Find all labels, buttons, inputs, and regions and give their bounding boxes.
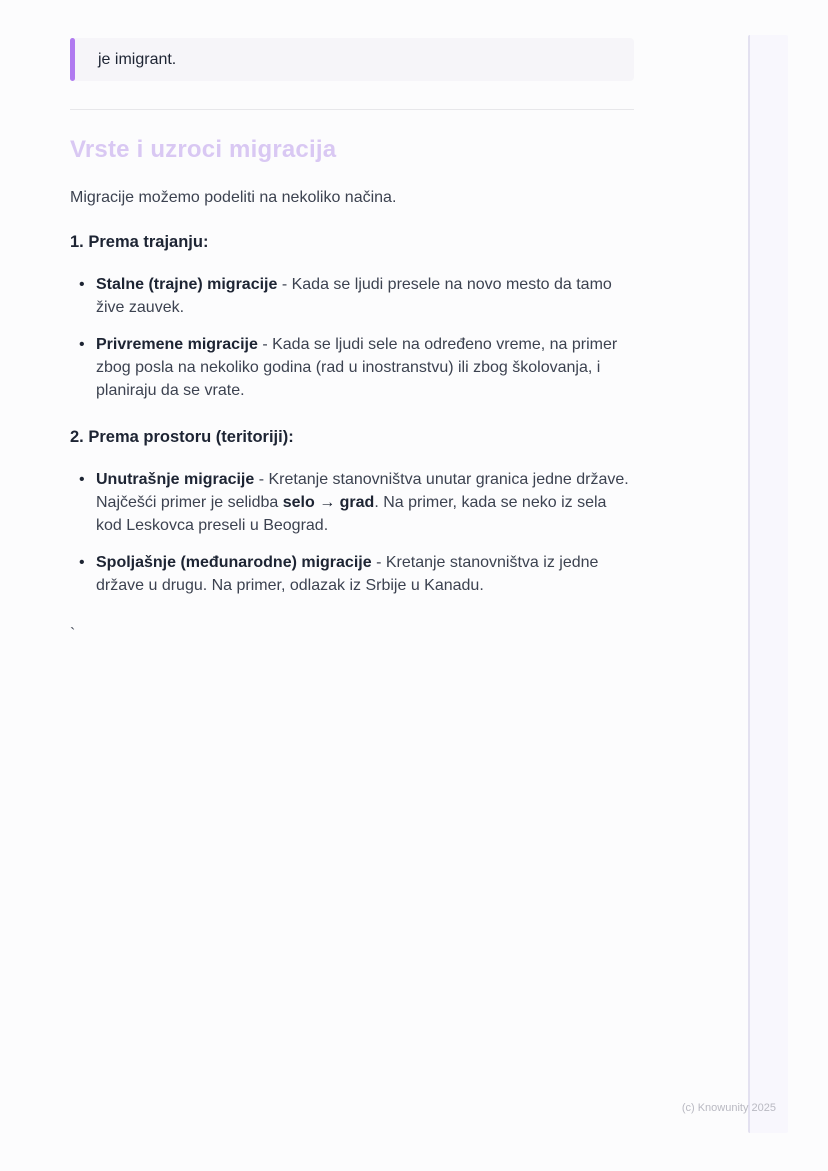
document-content <box>70 38 634 646</box>
list-item <box>70 551 634 597</box>
list-item-text: - Kada se ljudi presele na novo mesto da tamo žive zauvek. <box>96 276 612 316</box>
page-title: Vrste i uzroci migracija <box>70 136 337 163</box>
stray-backtick: ` <box>70 626 76 643</box>
list-item <box>70 273 634 319</box>
section-prema-prostoru <box>70 428 634 597</box>
list-item-bold-text: selo → grad <box>282 494 375 511</box>
section-subtitle: 2. Prema prostoru (teritoriji): <box>70 428 294 446</box>
list-item-bold-text: Privremene migracije <box>96 336 258 353</box>
intro-paragraph: Migracije možemo podeliti na nekoliko načina. <box>70 189 397 206</box>
list-item-text: . Na primer, kada se neko iz sela kod Leskovca preseli u Beograd. <box>96 494 607 534</box>
quote-callout <box>70 38 634 81</box>
list-item-bold-text: Stalne (trajne) migracije <box>96 276 278 293</box>
list-item-text: - Kada se ljudi sele na određeno vreme, na primer zbog posla na nekoliko godina (rad u inostranstvu) ili zbog školovanja, i planiraju da se vrate. <box>96 336 618 399</box>
bullet-list <box>70 273 634 402</box>
list-item-text: - Kretanje stanovništva unutar granica jedne države. Najčešći primer je selidba <box>96 471 629 511</box>
section-divider <box>70 109 634 110</box>
list-item-bold-text: Spoljašnje (međunarodne) migracije <box>96 554 372 571</box>
list-item-text: - Kretanje stanovništva iz jedne države u drugu. Na primer, odlazak iz Srbije u Kanadu. <box>96 554 599 594</box>
list-item <box>70 468 634 537</box>
bullet-list <box>70 468 634 597</box>
section-prema-trajanju <box>70 233 634 402</box>
list-item <box>70 333 634 402</box>
next-page-edge <box>748 35 788 1133</box>
list-item-bold-text: Unutrašnje migracije <box>96 471 255 488</box>
quote-text: je imigrant. <box>98 51 177 68</box>
section-subtitle: 1. Prema trajanju: <box>70 233 209 251</box>
copyright-notice: (c) Knowunity 2025 <box>681 1102 776 1114</box>
